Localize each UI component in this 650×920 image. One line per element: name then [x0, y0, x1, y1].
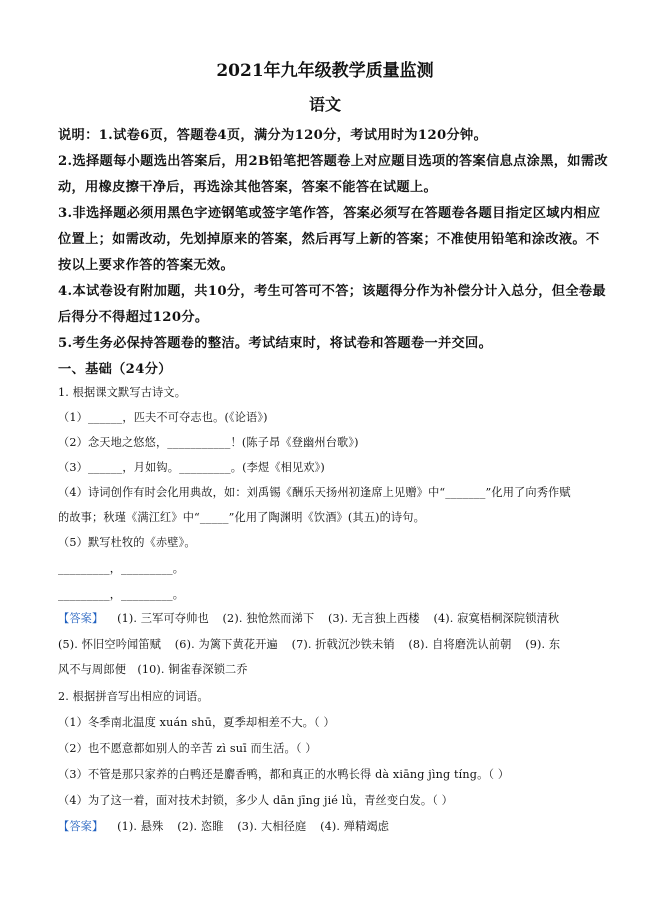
instruction-line: 5.考生务必保持答题卷的整洁。考试结束时，将试卷和答题卷一并交回。 — [58, 336, 493, 351]
answer-row — [58, 636, 614, 652]
question-2-line: （3）不管是那只家养的白鸭还是麝香鸭，都和真正的水鸭长得 dà xiāng jìng tíng。（ ） — [58, 768, 510, 781]
answer-row: 风不与周郎便 (10). 铜雀春深锁二乔 — [58, 663, 248, 676]
question-1-line: （2）念天地之悠悠，___________！(陈子昂《登幽州台歌》) — [58, 436, 359, 449]
exam-title: 2021年九年级教学质量监测 — [216, 61, 434, 81]
answer-row — [58, 818, 614, 834]
question-1-blank-line: _________，_________。 — [58, 562, 185, 575]
question-1-line: 的故事；秋瑾《满江红》中“_____”化用了陶渊明《饮酒》(其五)的诗句。 — [58, 511, 425, 524]
question-2-line: （2）也不愿意都如别人的辛苦 zì suī 而生活。（ ） — [58, 742, 317, 755]
answer-item: (4). 殚精竭虑 — [320, 820, 390, 833]
answer-item: (1). 悬殊 — [117, 820, 164, 833]
instruction-line: 4.本试卷设有附加题，共10分，考生可答可不答；该题得分作为补偿分计入总分，但全卷最 — [58, 284, 606, 299]
answer-item: (5). 怀旧空吟闻笛赋 — [58, 638, 162, 651]
question-2-line: （1）冬季南北温度 xuán shū，夏季却相差不大。（ ） — [58, 716, 335, 729]
question-1-line: （5）默写杜牧的《赤壁》。 — [58, 536, 196, 549]
answer-item: (7). 折戟沉沙铁未销 — [291, 638, 395, 651]
question-2-stem: 2. 根据拼音写出相应的词语。 — [58, 690, 209, 703]
answer-tag: 【答案】 — [58, 820, 104, 833]
instruction-line: 后得分不得超过120分。 — [58, 310, 209, 325]
answer-item: (8). 自将磨洗认前朝 — [408, 638, 512, 651]
answer-item: (4). 寂寞梧桐深院锁清秋 — [433, 612, 560, 625]
question-1-line: （4）诗词创作有时会化用典故，如：刘禹锡《酬乐天扬州初逢席上见赠》中“_______”化用了向秀作赋 — [58, 486, 571, 499]
instruction-line: 按以上要求作答的答案无效。 — [58, 258, 234, 273]
answer-item: (1). 三军可夺帅也 — [117, 612, 209, 625]
answer-tag: 【答案】 — [58, 612, 104, 625]
answer-item: (3). 大相径庭 — [237, 820, 307, 833]
question-1-blank-line: _________，_________。 — [58, 588, 185, 601]
answer-item: (6). 为篱下黄花开遍 — [174, 638, 278, 651]
instruction-line: 3.非选择题必须用黑色字迹钢笔或签字笔作答，答案必须写在答题卷各题目指定区域内相应 — [58, 206, 601, 221]
answer-item: (3). 无言独上西楼 — [328, 612, 420, 625]
question-1-stem: 1. 根据课文默写古诗文。 — [58, 386, 187, 399]
question-1-line: （3）______，月如钩。_________。(李煜《相见欢》) — [58, 461, 325, 474]
instruction-line: 说明：1.试卷6页，答题卷4页，满分为120分，考试用时为120分钟。 — [58, 128, 488, 143]
instruction-line: 位置上；如需改动，先划掉原来的答案，然后再写上新的答案；不准使用铅笔和涂改液。不 — [58, 232, 600, 247]
answer-item: (2). 恣睢 — [177, 820, 224, 833]
instruction-line: 动，用橡皮擦干净后，再选涂其他答案，答案不能答在试题上。 — [58, 180, 438, 195]
answer-row — [58, 610, 614, 626]
answer-item: (9). 东 — [525, 638, 561, 651]
answer-item: (2). 独怆然而涕下 — [222, 612, 315, 625]
question-2-line: （4）为了这一着，面对技术封锁，多少人 dān jīng jié lǜ，青丝变白发。（ ） — [58, 794, 454, 807]
instruction-line: 2.选择题每小题选出答案后，用2B铅笔把答题卷上对应题目选项的答案信息点涂黑，如需改 — [58, 154, 608, 169]
section-heading: 一、基础（24分） — [58, 362, 172, 377]
subject-title: 语文 — [308, 95, 341, 114]
question-1-line: （1）______，匹夫不可夺志也。(《论语》) — [58, 411, 268, 424]
